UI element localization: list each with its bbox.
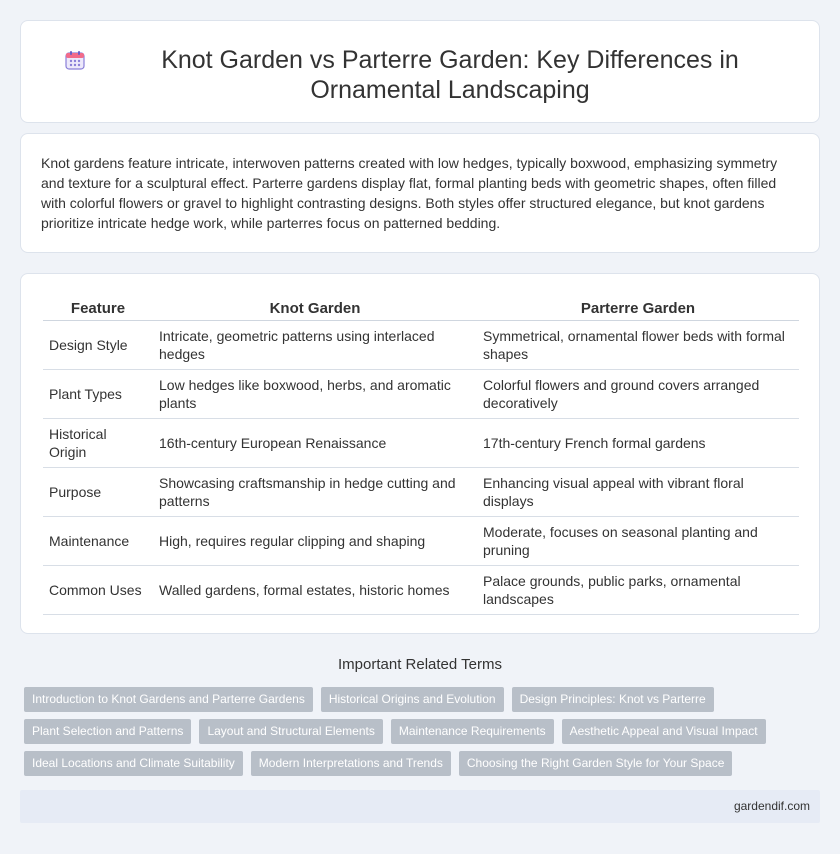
page-title: Knot Garden vs Parterre Garden: Key Differences in Ornamental Landscaping (161, 46, 739, 104)
calendar-icon (64, 49, 86, 71)
intro-card (20, 133, 820, 253)
related-term-tag[interactable]: Plant Selection and Patterns (24, 719, 191, 744)
knot-cell: Low hedges like boxwood, herbs, and aromatic plants (153, 369, 477, 418)
feature-cell: Purpose (43, 467, 153, 516)
intro-paragraph: Knot gardens feature intricate, interwoven patterns created with low hedges, typically boxwood, emphasizing symmetry and texture for a sculptural effect. Parterre gardens display flat, formal planting beds with geometric shapes, often filled with colorful flowers or gravel to highlight contrasting designs. Both styles offer structured elegance, but knot gardens prioritize intricate hedge work, while parterres focus on patterned bedding. (41, 155, 778, 231)
title-card (20, 20, 820, 123)
feature-cell: Plant Types (43, 369, 153, 418)
comparison-table (43, 294, 799, 615)
related-terms-list (24, 687, 824, 776)
related-term-tag[interactable]: Choosing the Right Garden Style for Your Space (459, 751, 733, 776)
feature-cell: Design Style (43, 320, 153, 369)
parterre-cell: Enhancing visual appeal with vibrant floral displays (477, 467, 799, 516)
related-term-tag[interactable]: Modern Interpretations and Trends (251, 751, 451, 776)
table-header-row (43, 294, 799, 320)
knot-cell: High, requires regular clipping and shaping (153, 516, 477, 565)
footer-site-link[interactable]: gardendif.com (733, 799, 810, 813)
header-feature: Feature (43, 294, 153, 320)
parterre-cell: 17th-century French formal gardens (477, 418, 799, 467)
knot-cell: Showcasing craftsmanship in hedge cutting and patterns (153, 467, 477, 516)
header-parterre-garden: Parterre Garden (477, 294, 799, 320)
related-term-tag[interactable]: Ideal Locations and Climate Suitability (24, 751, 243, 776)
related-term-tag[interactable]: Layout and Structural Elements (199, 719, 382, 744)
footer (20, 790, 820, 823)
related-term-tag[interactable]: Maintenance Requirements (391, 719, 554, 744)
parterre-cell: Moderate, focuses on seasonal planting and pruning (477, 516, 799, 565)
comparison-card (20, 273, 820, 634)
table-row (43, 369, 799, 418)
knot-cell: 16th-century European Renaissance (153, 418, 477, 467)
table-row (43, 320, 799, 369)
related-term-tag[interactable]: Aesthetic Appeal and Visual Impact (562, 719, 766, 744)
table-row (43, 418, 799, 467)
table-row (43, 467, 799, 516)
parterre-cell: Symmetrical, ornamental flower beds with formal shapes (477, 320, 799, 369)
knot-cell: Intricate, geometric patterns using interlaced hedges (153, 320, 477, 369)
related-terms-title: Important Related Terms (338, 656, 502, 673)
feature-cell: Maintenance (43, 516, 153, 565)
related-term-tag[interactable]: Historical Origins and Evolution (321, 687, 504, 712)
related-term-tag[interactable]: Design Principles: Knot vs Parterre (512, 687, 714, 712)
related-term-tag[interactable]: Introduction to Knot Gardens and Parterre Gardens (24, 687, 313, 712)
feature-cell: Common Uses (43, 565, 153, 614)
table-row (43, 565, 799, 614)
parterre-cell: Palace grounds, public parks, ornamental landscapes (477, 565, 799, 614)
knot-cell: Walled gardens, formal estates, historic homes (153, 565, 477, 614)
header-knot-garden: Knot Garden (153, 294, 477, 320)
parterre-cell: Colorful flowers and ground covers arranged decoratively (477, 369, 799, 418)
table-row (43, 516, 799, 565)
feature-cell: Historical Origin (43, 418, 153, 467)
